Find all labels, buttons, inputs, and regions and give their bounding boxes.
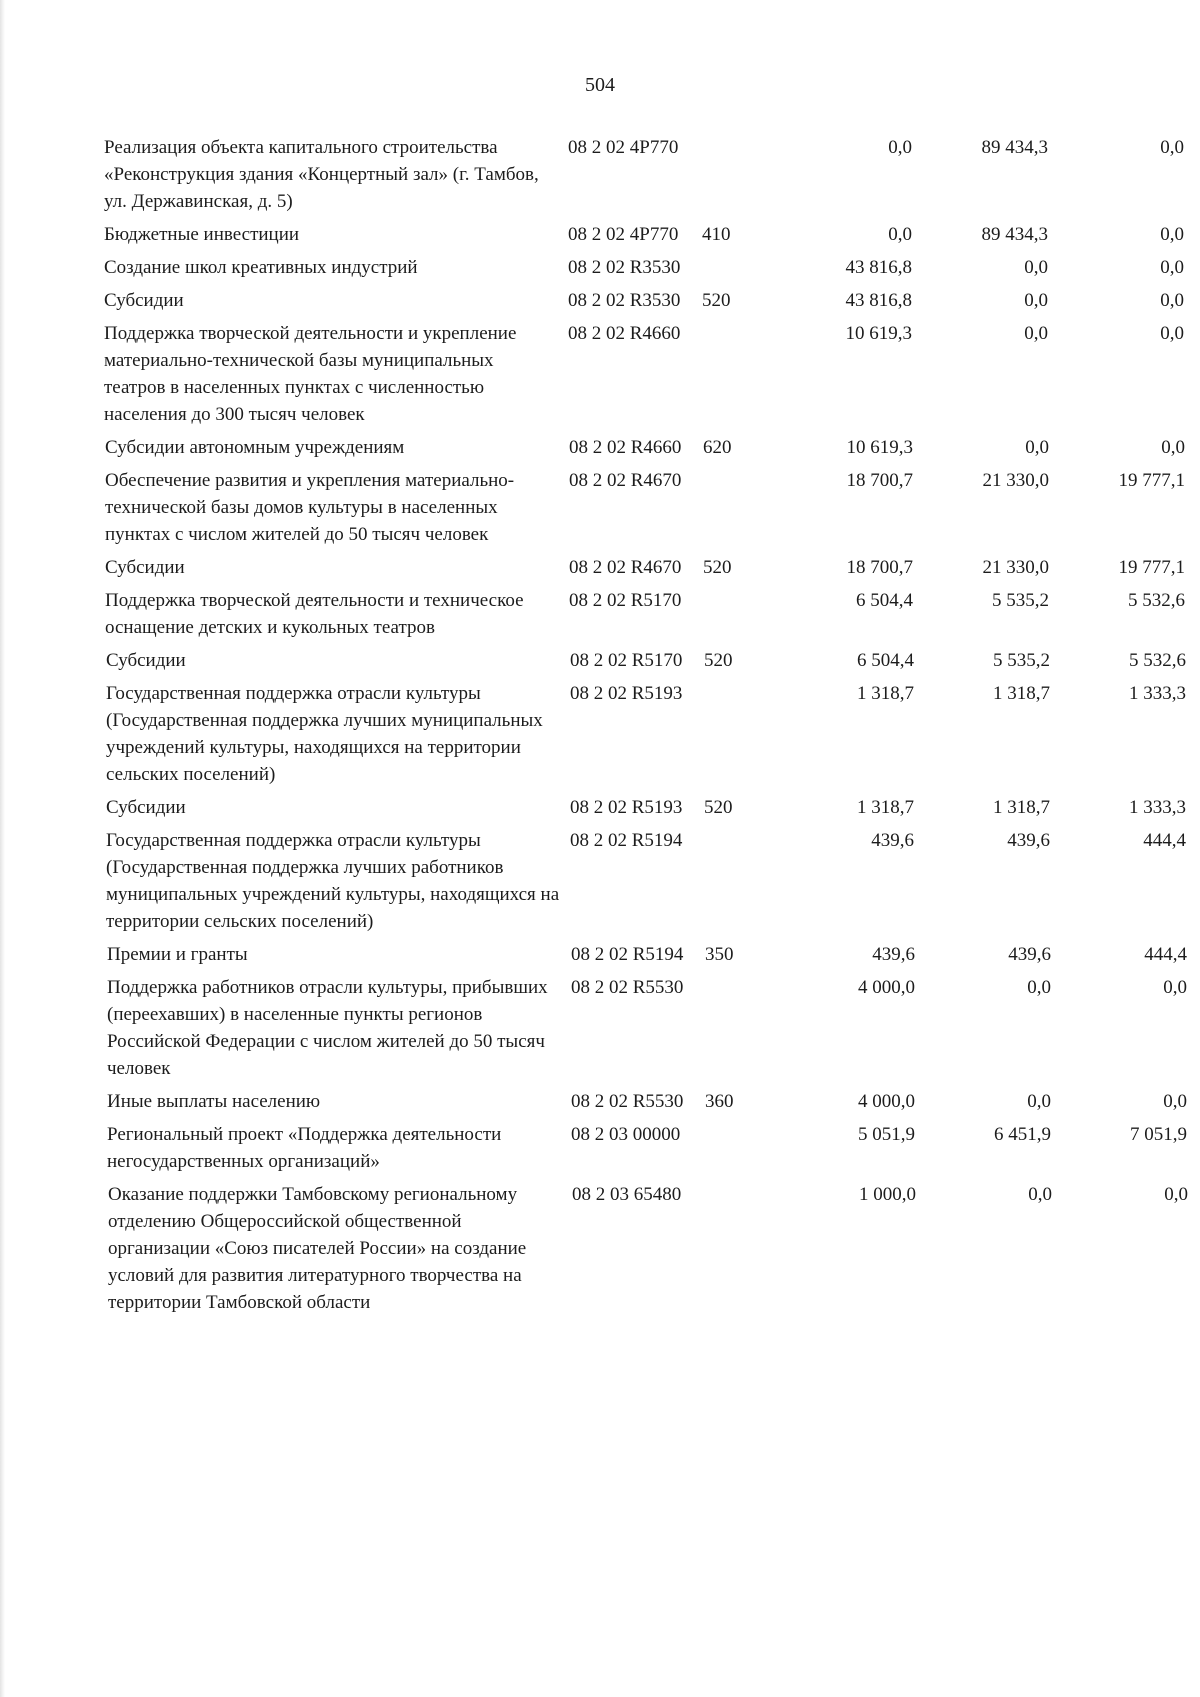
row-name: Субсидии	[106, 797, 186, 818]
table-row	[106, 827, 1184, 935]
row-name: Иные выплаты населению	[107, 1091, 321, 1112]
page-number: 504	[585, 74, 615, 96]
row-name: Реализация объекта капитального строительства «Реконструкция здания «Концертный зал» (г. Тамбов, ул. Державинская, д. 5)	[104, 137, 539, 212]
row-name: Государственная поддержка отрасли культуры (Государственная поддержка лучших работников муниципальных учреждений культуры, находящихся на территории сельских поселений)	[106, 830, 560, 932]
row-value-year-3: 5 532,6	[1128, 590, 1185, 611]
row-value-year-2: 439,6	[1008, 944, 1051, 965]
table-row	[105, 587, 1184, 641]
row-value-year-3: 1 333,3	[1129, 797, 1186, 818]
row-expense-type: 620	[703, 437, 732, 458]
row-code: 08 2 02 R4660	[568, 323, 681, 344]
table-row	[105, 467, 1184, 548]
row-code: 08 2 02 R5530	[571, 977, 684, 998]
row-value-year-1: 1 000,0	[859, 1184, 916, 1205]
row-value-year-3: 19 777,1	[1118, 557, 1185, 578]
row-value-year-2: 5 535,2	[992, 590, 1049, 611]
row-value-year-1: 43 816,8	[845, 290, 912, 311]
table-row	[106, 647, 1184, 674]
row-name: Поддержка работников отрасли культуры, прибывших (переехавших) в населенные пункты регионов Российской Федерации с числом жителей до 50 тысяч человек	[107, 977, 548, 1079]
row-value-year-3: 0,0	[1161, 437, 1185, 458]
row-name: Бюджетные инвестиции	[104, 224, 300, 245]
table-row	[105, 554, 1184, 581]
row-value-year-3: 5 532,6	[1129, 650, 1186, 671]
row-name: Субсидии	[106, 650, 186, 671]
row-value-year-3: 7 051,9	[1130, 1124, 1187, 1145]
row-value-year-1: 0,0	[888, 224, 912, 245]
row-code: 08 2 02 R5194	[570, 830, 683, 851]
row-value-year-3: 19 777,1	[1118, 470, 1185, 491]
row-name: Субсидии автономным учреждениям	[105, 437, 405, 458]
row-value-year-2: 0,0	[1025, 437, 1049, 458]
row-value-year-3: 1 333,3	[1129, 683, 1186, 704]
row-value-year-3: 444,4	[1144, 944, 1187, 965]
row-name: Субсидии	[104, 290, 184, 311]
table-row	[106, 680, 1184, 788]
row-value-year-3: 0,0	[1160, 224, 1184, 245]
table-row	[107, 974, 1187, 1082]
row-value-year-1: 4 000,0	[858, 977, 915, 998]
row-code: 08 2 02 R5193	[570, 797, 683, 818]
row-name: Премии и гранты	[107, 944, 248, 965]
row-value-year-3: 0,0	[1164, 1184, 1188, 1205]
row-name: Региональный проект «Поддержка деятельности негосударственных организаций»	[107, 1124, 502, 1172]
row-value-year-2: 1 318,7	[993, 683, 1050, 704]
row-value-year-1: 4 000,0	[858, 1091, 915, 1112]
row-expense-type	[689, 467, 749, 548]
row-value-year-2: 5 535,2	[993, 650, 1050, 671]
table-row	[108, 1181, 1188, 1316]
row-expense-type: 520	[704, 797, 733, 818]
row-value-year-2: 0,0	[1027, 977, 1051, 998]
row-expense-type	[688, 254, 748, 281]
row-expense-type: 410	[702, 224, 731, 245]
row-expense-type	[690, 680, 750, 788]
row-expense-type: 360	[705, 1091, 734, 1112]
row-value-year-1: 1 318,7	[857, 797, 914, 818]
row-value-year-1: 43 816,8	[845, 257, 912, 278]
row-name: Поддержка творческой деятельности и техническое оснащение детских и кукольных театров	[105, 590, 524, 638]
row-code: 08 2 02 R3530	[568, 257, 681, 278]
row-value-year-1: 18 700,7	[846, 557, 913, 578]
row-value-year-1: 18 700,7	[846, 470, 913, 491]
row-value-year-2: 89 434,3	[981, 224, 1048, 245]
row-value-year-2: 6 451,9	[994, 1124, 1051, 1145]
row-expense-type	[690, 827, 750, 935]
row-code: 08 2 02 R4670	[569, 557, 682, 578]
row-code: 08 2 02 R5194	[571, 944, 684, 965]
row-name: Обеспечение развития и укрепления материально-технической базы домов культуры в населенных пунктах с числом жителей до 50 тысяч человек	[105, 470, 515, 545]
table-row	[104, 221, 1184, 248]
row-value-year-1: 5 051,9	[858, 1124, 915, 1145]
row-expense-type: 520	[703, 557, 732, 578]
row-value-year-2: 0,0	[1028, 1184, 1052, 1205]
row-code: 08 2 02 R5170	[570, 650, 683, 671]
row-code: 08 2 02 R4660	[569, 437, 682, 458]
row-code: 08 2 02 4P770	[568, 224, 679, 245]
row-value-year-2: 439,6	[1007, 830, 1050, 851]
table-row	[104, 134, 1184, 215]
row-code: 08 2 02 R5193	[570, 683, 683, 704]
row-code: 08 2 03 65480	[572, 1184, 682, 1205]
row-name: Субсидии	[105, 557, 185, 578]
table-row	[106, 794, 1184, 821]
row-expense-type	[689, 587, 749, 641]
row-value-year-2: 1 318,7	[993, 797, 1050, 818]
table-row	[104, 287, 1184, 314]
row-name: Оказание поддержки Тамбовскому региональному отделению Общероссийской общественной организации «Союз писателей России» на создание условий для развития литературного творчества на территории Тамбовской области	[108, 1184, 527, 1313]
row-value-year-2: 0,0	[1024, 323, 1048, 344]
table-row	[105, 434, 1184, 461]
table-row	[107, 1088, 1187, 1115]
row-value-year-3: 0,0	[1160, 257, 1184, 278]
row-value-year-1: 6 504,4	[856, 590, 913, 611]
row-expense-type: 520	[704, 650, 733, 671]
row-value-year-1: 439,6	[872, 944, 915, 965]
row-value-year-2: 0,0	[1024, 257, 1048, 278]
row-value-year-3: 0,0	[1163, 1091, 1187, 1112]
row-expense-type	[692, 1181, 752, 1316]
row-name: Создание школ креативных индустрий	[104, 257, 418, 278]
row-value-year-1: 10 619,3	[846, 437, 913, 458]
scan-edge	[0, 0, 5, 1697]
table-row	[107, 941, 1187, 968]
row-value-year-1: 10 619,3	[845, 323, 912, 344]
row-value-year-1: 439,6	[871, 830, 914, 851]
row-value-year-3: 0,0	[1163, 977, 1187, 998]
row-value-year-3: 0,0	[1160, 137, 1184, 158]
table-row	[107, 1121, 1187, 1175]
row-value-year-1: 0,0	[888, 137, 912, 158]
row-expense-type	[691, 1121, 751, 1175]
budget-table	[104, 134, 1188, 1322]
row-expense-type: 520	[702, 290, 731, 311]
row-code: 08 2 02 R5530	[571, 1091, 684, 1112]
table-row	[104, 254, 1184, 281]
row-value-year-3: 0,0	[1160, 290, 1184, 311]
row-value-year-3: 444,4	[1143, 830, 1186, 851]
row-name: Поддержка творческой деятельности и укрепление материально-технической базы муниципальных театров в населенных пунктах с численностью населения до 300 тысяч человек	[104, 323, 517, 425]
row-value-year-1: 6 504,4	[857, 650, 914, 671]
row-code: 08 2 02 R4670	[569, 470, 682, 491]
table-row	[104, 320, 1184, 428]
row-value-year-2: 0,0	[1024, 290, 1048, 311]
row-value-year-1: 1 318,7	[857, 683, 914, 704]
row-code: 08 2 02 4P770	[568, 137, 679, 158]
row-expense-type	[691, 974, 751, 1082]
row-code: 08 2 03 00000	[571, 1124, 681, 1145]
row-value-year-2: 0,0	[1027, 1091, 1051, 1112]
row-code: 08 2 02 R5170	[569, 590, 682, 611]
row-code: 08 2 02 R3530	[568, 290, 681, 311]
row-expense-type: 350	[705, 944, 734, 965]
row-value-year-2: 21 330,0	[982, 557, 1049, 578]
row-expense-type	[688, 134, 748, 215]
row-name: Государственная поддержка отрасли культуры (Государственная поддержка лучших муниципальных учреждений культуры, находящихся на территории сельских поселений)	[106, 683, 543, 785]
row-value-year-3: 0,0	[1160, 323, 1184, 344]
row-expense-type	[688, 320, 748, 428]
row-value-year-2: 89 434,3	[981, 137, 1048, 158]
row-value-year-2: 21 330,0	[982, 470, 1049, 491]
